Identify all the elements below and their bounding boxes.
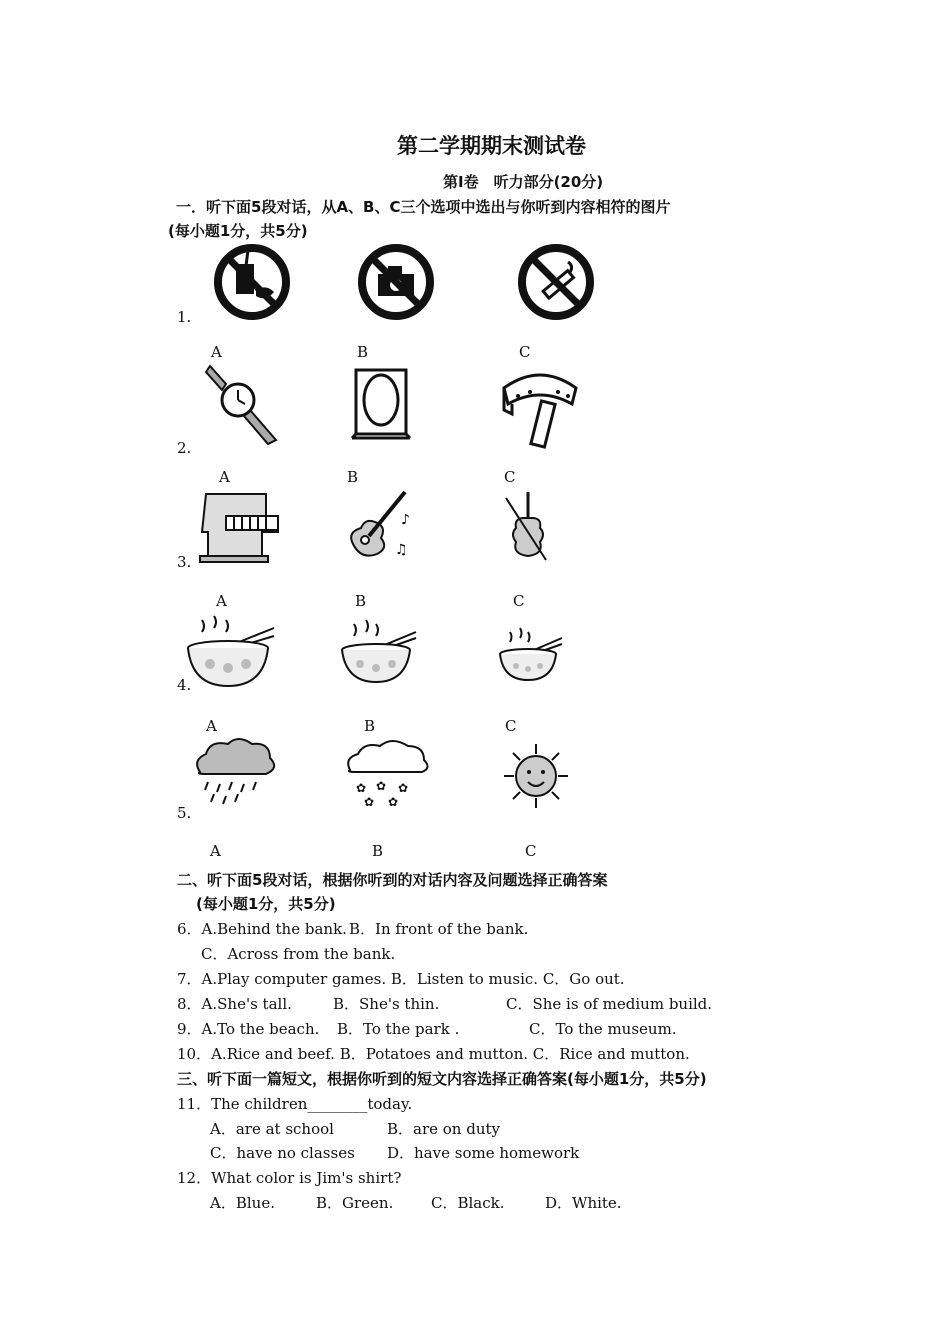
option-label-b: B: [347, 468, 359, 486]
medium-noodle-bowl-icon: [340, 616, 420, 688]
question-6-option-b: B．In front of the bank.: [349, 920, 529, 938]
question-9-option-a: 9．A.To the beach.: [177, 1020, 320, 1038]
question-8-option-b: B．She's thin.: [333, 995, 440, 1013]
sun-icon: [502, 742, 570, 810]
question-9-option-c: C．To the museum.: [529, 1020, 677, 1038]
question-11-option-b: B．are on duty: [387, 1120, 501, 1138]
section-subtitle: 第Ⅰ卷 听力部分(20分): [443, 173, 604, 191]
guitar-icon: [343, 488, 423, 564]
option-label-a: A: [216, 592, 227, 610]
no-drinks-icon: [212, 244, 292, 324]
no-smoking-icon: [516, 244, 596, 324]
option-label-a: A: [206, 717, 217, 735]
question-6-option-a: 6．A.Behind the bank.: [177, 920, 347, 938]
question-11-option-a: A．are at school: [210, 1120, 334, 1138]
belt-icon: [498, 364, 580, 454]
question-6-option-c: C．Across from the bank.: [201, 945, 396, 963]
option-label-a: A: [210, 842, 221, 860]
question-8-option-c: C．She is of medium build.: [506, 995, 713, 1013]
question-12: 12．What color is Jim's shirt?: [177, 1169, 402, 1187]
option-label-c: C: [505, 717, 517, 735]
svg-text:♫: ♫: [395, 542, 408, 558]
part3-heading: 三、听下面一篇短文，根据你听到的短文内容选择正确答案(每小题1分，共5分): [177, 1070, 707, 1088]
option-label-c: C: [504, 468, 516, 486]
option-label-a: A: [211, 343, 222, 361]
piano-icon: [196, 490, 282, 566]
svg-text:✿: ✿: [364, 795, 375, 809]
large-noodle-bowl-icon: [186, 610, 278, 690]
option-label-c: C: [525, 842, 537, 860]
svg-text:♪: ♪: [401, 512, 410, 528]
question-12-option-b: B．Green.: [316, 1194, 394, 1212]
svg-text:✿: ✿: [356, 781, 367, 795]
rain-cloud-icon: [190, 736, 280, 808]
part2-heading: 二、听下面5段对话，根据你听到的对话内容及问题选择正确答案: [177, 871, 608, 889]
option-label-b: B: [364, 717, 376, 735]
question-8-option-a: 8．A.She's tall.: [177, 995, 292, 1013]
question-7: 7．A.Play computer games. B．Listen to music. C．Go out.: [177, 970, 625, 988]
question-number: 4.: [177, 676, 192, 694]
part1-heading: 一．听下面5段对话，从A、B、C三个选项中选出与你听到内容相符的图片: [176, 198, 671, 216]
option-label-b: B: [357, 343, 369, 361]
question-11-option-d: D．have some homework: [387, 1144, 580, 1162]
violin-icon: [500, 488, 556, 566]
option-label-c: C: [513, 592, 525, 610]
part2-heading-score: (每小题1分，共5分): [196, 895, 336, 913]
option-label-b: B: [372, 842, 384, 860]
question-9-option-b: B．To the park .: [337, 1020, 460, 1038]
option-label-c: C: [519, 343, 531, 361]
wristwatch-icon: [204, 362, 284, 446]
question-number: 5.: [177, 804, 192, 822]
svg-text:✿: ✿: [376, 779, 387, 793]
question-10: 10．A.Rice and beef. B．Potatoes and mutton. C．Rice and mutton.: [177, 1045, 690, 1063]
mirror-icon: [348, 366, 414, 442]
snow-cloud-icon: [342, 740, 432, 808]
option-label-b: B: [355, 592, 367, 610]
question-12-option-d: D．White.: [545, 1194, 622, 1212]
page-title: 第二学期期末测试卷: [397, 134, 586, 158]
question-11-option-c: C．have no classes: [210, 1144, 355, 1162]
option-label-a: A: [219, 468, 230, 486]
question-number: 3.: [177, 553, 192, 571]
question-11: 11．The children________today.: [177, 1095, 413, 1113]
question-number: 1.: [177, 308, 192, 326]
question-number: 2.: [177, 439, 192, 457]
no-photos-icon: [356, 244, 436, 324]
svg-text:✿: ✿: [398, 781, 409, 795]
question-12-option-c: C．Black.: [431, 1194, 505, 1212]
question-12-option-a: A．Blue.: [210, 1194, 275, 1212]
part1-heading-score: (每小题1分，共5分): [168, 222, 308, 240]
svg-text:✿: ✿: [388, 795, 399, 809]
small-noodle-bowl-icon: [498, 624, 566, 686]
